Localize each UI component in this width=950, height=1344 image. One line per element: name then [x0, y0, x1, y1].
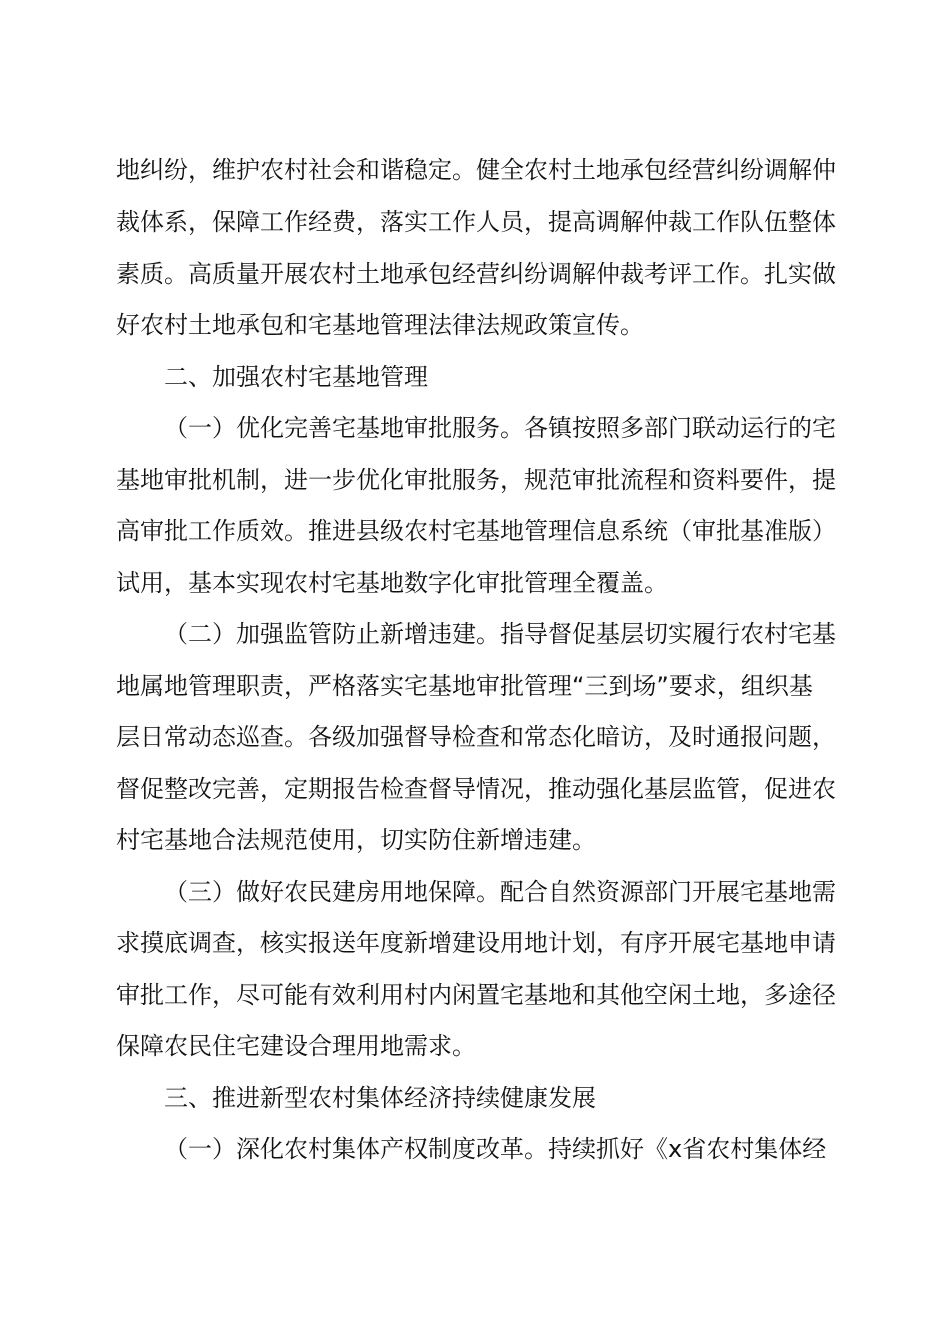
body-text-line: 好农村土地承包和宅基地管理法律法规政策宣传。 [116, 311, 644, 339]
subsection-text-line: （一）深化农村集体产权制度改革。持续抓好《x省农村集体经 [164, 1135, 827, 1163]
body-text-line: 地纠纷，维护农村社会和谐稳定。健全农村土地承包经营纠纷调解仲 [116, 156, 836, 184]
body-text-line: 保障农民住宅建设合理用地需求。 [116, 1032, 476, 1060]
body-text-line: 试用，基本实现农村宅基地数字化审批管理全覆盖。 [116, 569, 668, 597]
body-text-line: 求摸底调查，核实报送年度新增建设用地计划，有序开展宅基地申请 [116, 929, 836, 957]
body-text-line: 素质。高质量开展农村土地承包经营纠纷调解仲裁考评工作。扎实做 [116, 260, 836, 288]
body-text-line: 裁体系，保障工作经费，落实工作人员，提高调解仲裁工作队伍整体 [116, 208, 836, 236]
section-heading: 三、推进新型农村集体经济持续健康发展 [164, 1084, 596, 1112]
body-text-line: 村宅基地合法规范使用，切实防住新增违建。 [116, 826, 596, 854]
subsection-text-line: （二）加强监管防止新增违建。指导督促基层切实履行农村宅基 [164, 620, 836, 648]
section-heading: 二、加强农村宅基地管理 [164, 363, 428, 391]
subsection-text-line: （三）做好农民建房用地保障。配合自然资源部门开展宅基地需 [164, 878, 836, 906]
body-text-line: 督促整改完善，定期报告检查督导情况，推动强化基层监管，促进农 [116, 775, 836, 803]
body-text-line: 审批工作，尽可能有效利用村内闲置宅基地和其他空闲土地，多途径 [116, 981, 836, 1009]
body-text-line: 高审批工作质效。推进县级农村宅基地管理信息系统（审批基准版） [116, 517, 836, 545]
body-text-line: 层日常动态巡查。各级加强督导检查和常态化暗访，及时通报问题， [116, 723, 836, 751]
subsection-text-line: （一）优化完善宅基地审批服务。各镇按照多部门联动运行的宅 [164, 414, 836, 442]
body-text-line: 地属地管理职责，严格落实宅基地审批管理“三到场”要求，组织基 [116, 672, 813, 700]
body-text-line: 基地审批机制，进一步优化审批服务，规范审批流程和资料要件，提 [116, 466, 836, 494]
